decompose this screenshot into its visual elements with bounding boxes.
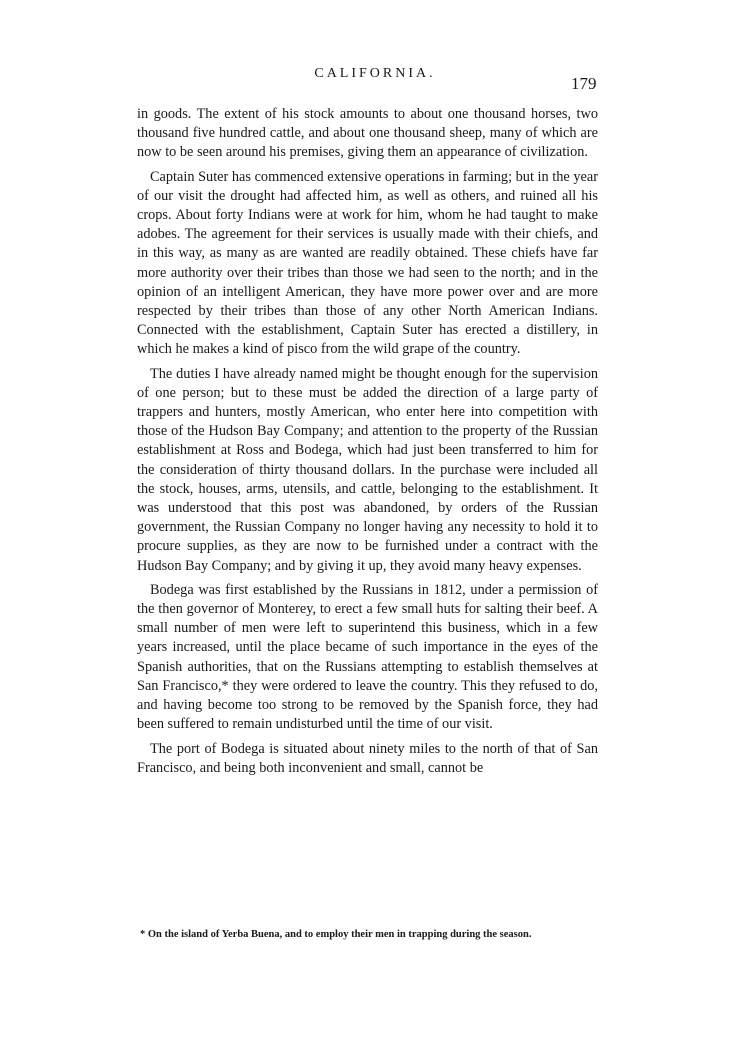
footnote: * On the island of Yerba Buena, and to employ their men in trapping during the season. — [140, 929, 532, 940]
paragraph-1: in goods. The extent of his stock amounts to about one thousand horses, two thousand five hundred cattle, and about one thousand sheep, many of which are now to be seen around his premises, giving them an appearance of civilization. — [137, 106, 598, 161]
body-text — [137, 105, 598, 778]
paragraph-5: The port of Bodega is situated about ninety miles to the north of that of San Francisco, and being both inconvenient and small, cannot be — [137, 740, 598, 776]
page-number: 179 — [571, 74, 597, 93]
running-head: CALIFORNIA. — [314, 66, 436, 81]
paragraph-4: Bodega was first established by the Russians in 1812, under a permission of the then governor of Monterey, to erect a few small huts for salting their beef. A small number of men were left to superintend this business, which in a few years increased, until the place became of such importance in the eyes of the Spanish authorities, that on the Russians attempting to establish themselves at San Francisco,* they were ordered to leave the country. This they refused to do, and having become too strong to be removed by the Spanish force, they had been suffered to remain undisturbed until the time of our visit. — [137, 581, 598, 733]
paragraph-2: Captain Suter has commenced extensive operations in farming; but in the year of our visit the drought had affected him, as well as others, and ruined all his crops. About forty Indians were at work for him, whom he had taught to make adobes. The agreement for their services is usually made with their chiefs, and in this way, as many as are wanted are readily obtained. These chiefs have far more authority over their tribes than those we had seen to the north; and in the opinion of an intelligent American, they have more power over and are more respected by their tribes than those of any other North American Indians. Connected with the establishment, Captain Suter has erected a distillery, in which he makes a kind of pisco from the wild grape of the country. — [137, 168, 598, 358]
paragraph-3: The duties I have already named might be thought enough for the supervision of one person; but to these must be added the direction of a large party of trappers and hunters, mostly American, who enter here into competition with those of the Hudson Bay Company; and attention to the property of the Russian establishment at Ross and Bodega, which had just been transferred to him for the consideration of thirty thousand dollars. In the purchase were included all the stock, houses, arms, utensils, and cattle, belonging to the establishment. It was understood that this post was abandoned, by orders of the Russian government, the Russian Company no longer having any necessity to hold it to procure supplies, as they are now to be furnished under a contract with the Hudson Bay Company; and by giving it up, they avoid many heavy expenses. — [137, 365, 598, 574]
